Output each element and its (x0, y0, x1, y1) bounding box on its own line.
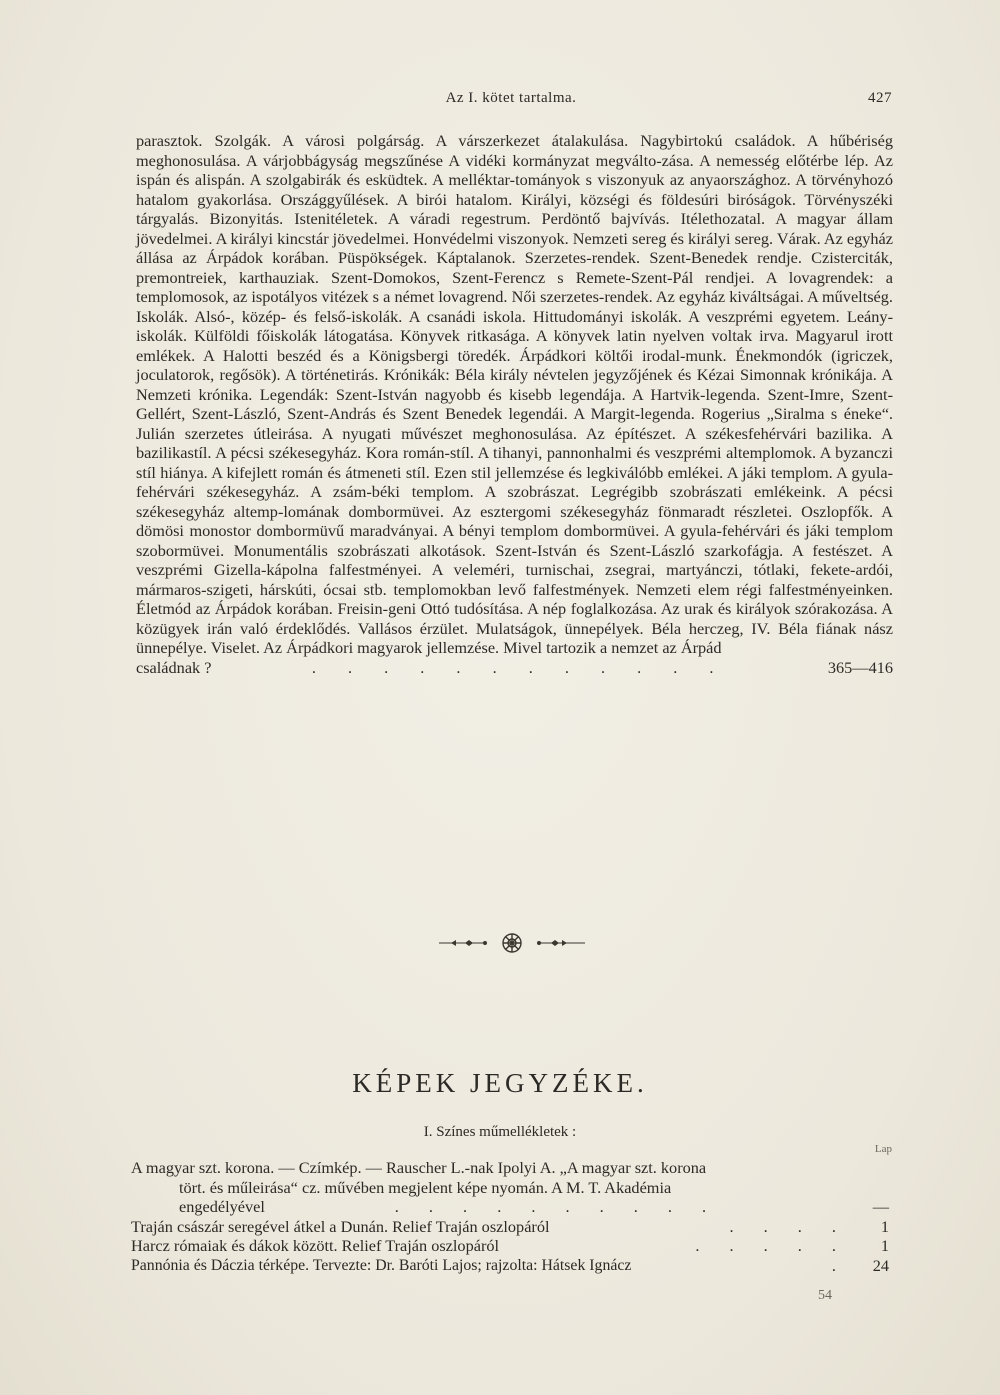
list-item-line: Harcz rómaiak és dákok között. Relief Traján oszlopáról (131, 1236, 500, 1255)
list-item (131, 1236, 889, 1256)
leader-dots: . (831, 1255, 849, 1275)
running-head (130, 90, 892, 112)
list-item-line: A magyar szt. korona. — Czímkép. — Rauscher L.-nak Ipolyi A. „A magyar szt. korona (131, 1158, 707, 1177)
list-item-text (131, 1236, 849, 1256)
running-title: Az I. kötet tartalma. (445, 90, 577, 106)
toc-last-line-text: családnak ? (136, 657, 212, 677)
list-item (131, 1256, 889, 1276)
leader-dots: . . . . . . . . . . (394, 1197, 720, 1216)
list-item-text (131, 1256, 849, 1276)
list-item-text (131, 1158, 849, 1217)
list-item-page: 24 (872, 1255, 889, 1275)
table-of-contents-text (136, 131, 893, 677)
list-item-line-text: engedélyével (179, 1197, 265, 1216)
list-item-page: 1 (880, 1216, 889, 1236)
list-item-text (131, 1217, 849, 1237)
page-column-header: Lap (874, 1143, 892, 1155)
subsection-title: I. Színes műmellékletek : (423, 1124, 577, 1140)
list-item-page: — (872, 1197, 889, 1216)
list-item-page: 1 (880, 1236, 889, 1255)
toc-page-range: 365—416 (827, 657, 893, 677)
list-item-line: Pannónia és Dáczia térképe. Tervezte: Dr. Baróti Lajos; rajzolta: Hátsek Ignácz (131, 1256, 632, 1274)
leader-dots: . . . . (729, 1216, 849, 1236)
list-item-line: Traján császár seregével átkel a Dunán. Relief Traján oszlopáról (131, 1216, 550, 1236)
list-item (131, 1217, 889, 1237)
section-title: KÉPEK JEGYZÉKE. (352, 1068, 648, 1098)
list-item-line: tört. és műleirása“ cz. művében megjelent képe nyomán. A M. T. Akadémia (179, 1177, 672, 1197)
toc-leader-dots: . . . . . . . . . . . . (311, 657, 728, 677)
toc-paragraph: parasztok. Szolgák. A városi polgárság. A várszerkezet átalakulása. Nagybirtokú családok. A hűbériség meghonosulása. A várjobbágyság megszűnése A vidéki kormányzat megválto-zása. A nemesség előtérbe lép. Az ispán és alispán. A szolgabirák és esküdtek. A melléktar-tományok s viszonyuk az anyaországhoz. A törvényhozó hatalom gyakorlása. Országgyűlések. A birói hatalom. Királyi, községi és földesúri biróságok. Törvényszéki tárgyalás. Bizonyitás. Istenitéletek. A váradi regestrum. Perdöntő bajvívás. Itélethozatal. A magyar állam jövedelmei. A királyi kincstár jövedelmei. Honvédelmi viszonyok. Nemzeti sereg és királyi sereg. Várak. Az egyház állása az Árpádok korában. Püspökségek. Káptalanok. Szerzetes-rendek. Szent-Benedek rendje. Czisterciták, premontreiek, karthauziak. Szent-Domokos, Szent-Ferencz s Remete-Szent-Pál rendjei. A lovagrendek: a templomosok, az ispotályos vitézek s a német lovagrend. Női szerzetes-rendek. Az egyház kiváltságai. A műveltség. Iskolák. Alsó-, közép- és felső-iskolák. A csanádi iskola. Hittudományi iskolák. A veszprémi egyetem. Leány-iskolák. Külföldi főiskolák látogatása. Könyvek ritkasága. A könyvek latin nyelven voltak irva. Magyarul irott emlékek. A Halotti beszéd és a Königsbergi töredék. Árpádkori költői irodal-munk. Énekmondók (igriczek, joculatorok, regősök). A történetirás. Krónikák: Béla király névtelen jegyzőjének és Kézai Simonnak krónikája. A Nemzeti krónika. Legendák: Szent-István nagyobb és kisebb legendája. A Hartvik-legenda. Szent-Imre, Szent-Gellért, Szent-László, Szent-András és Szent Benedek legendái. A Margit-legenda. Rogerius „Siralma s éneke“. Julián szerzetes útleirása. A nyugati művészet meghonosulása. Az építészet. A székesfehérvári bazilika. A bazilikastíl. A pécsi székesegyház. Kora román-stíl. A tihanyi, pannonhalmi és veszprémi altemplomok. A byzanczi stíl hiánya. A kifejlett román és átmeneti stíl. Ezen stil jellemzése és legkiválóbb emlékei. A jáki templom. A gyula-fehérvári székesegyház. A zsám-béki templom. A szobrászat. Legrégibb szobrászati emlékeink. A pécsi székesegyház altemp-lomának dombormüvei. Az esztergomi székesegyház fönmaradt részletei. Oszlopfők. A dömösi monostor dombormüvű maradványai. A bényi templom dombormüvei. A gyula-fehérvári és jáki templom szobormüvei. Monumentális szobrászati alkotások. Szent-István és Szent-László szarkofágja. A festészet. A veszprémi Gizella-kápolna falfestményei. A veleméri, turnischai, zsegrai, martyánczi, tótlaki, fekete-ardói, mármaros-szigeti, hárskúti, ócsai stb. templomokban levő falfestmények. Nemzeti elem régi falfestményeinken. Életmód az Árpádok korában. Freisin-geni Ottó tudósítása. A nép foglalkozása. Az urak és királyok szórakozása. A közügyek irán való érdeklődés. Vallásos érzület. Mulatságok, ünnepélyek. Béla herczeg, IV. Béla fiának nász ünnepélye. Viselet. Az Árpádkori magyarok jellemzése. Mivel tartozik a nemzet az Árpád (136, 131, 893, 657)
list-item-line (131, 1197, 849, 1217)
leader-dots: . . . . . (695, 1236, 849, 1255)
signature-mark: 54 (818, 1288, 832, 1303)
page-number: 427 (868, 90, 892, 106)
list-item (131, 1158, 889, 1217)
toc-last-line (136, 658, 893, 678)
illustration-list (131, 1158, 889, 1275)
decorative-divider-ornament-icon (437, 928, 587, 958)
